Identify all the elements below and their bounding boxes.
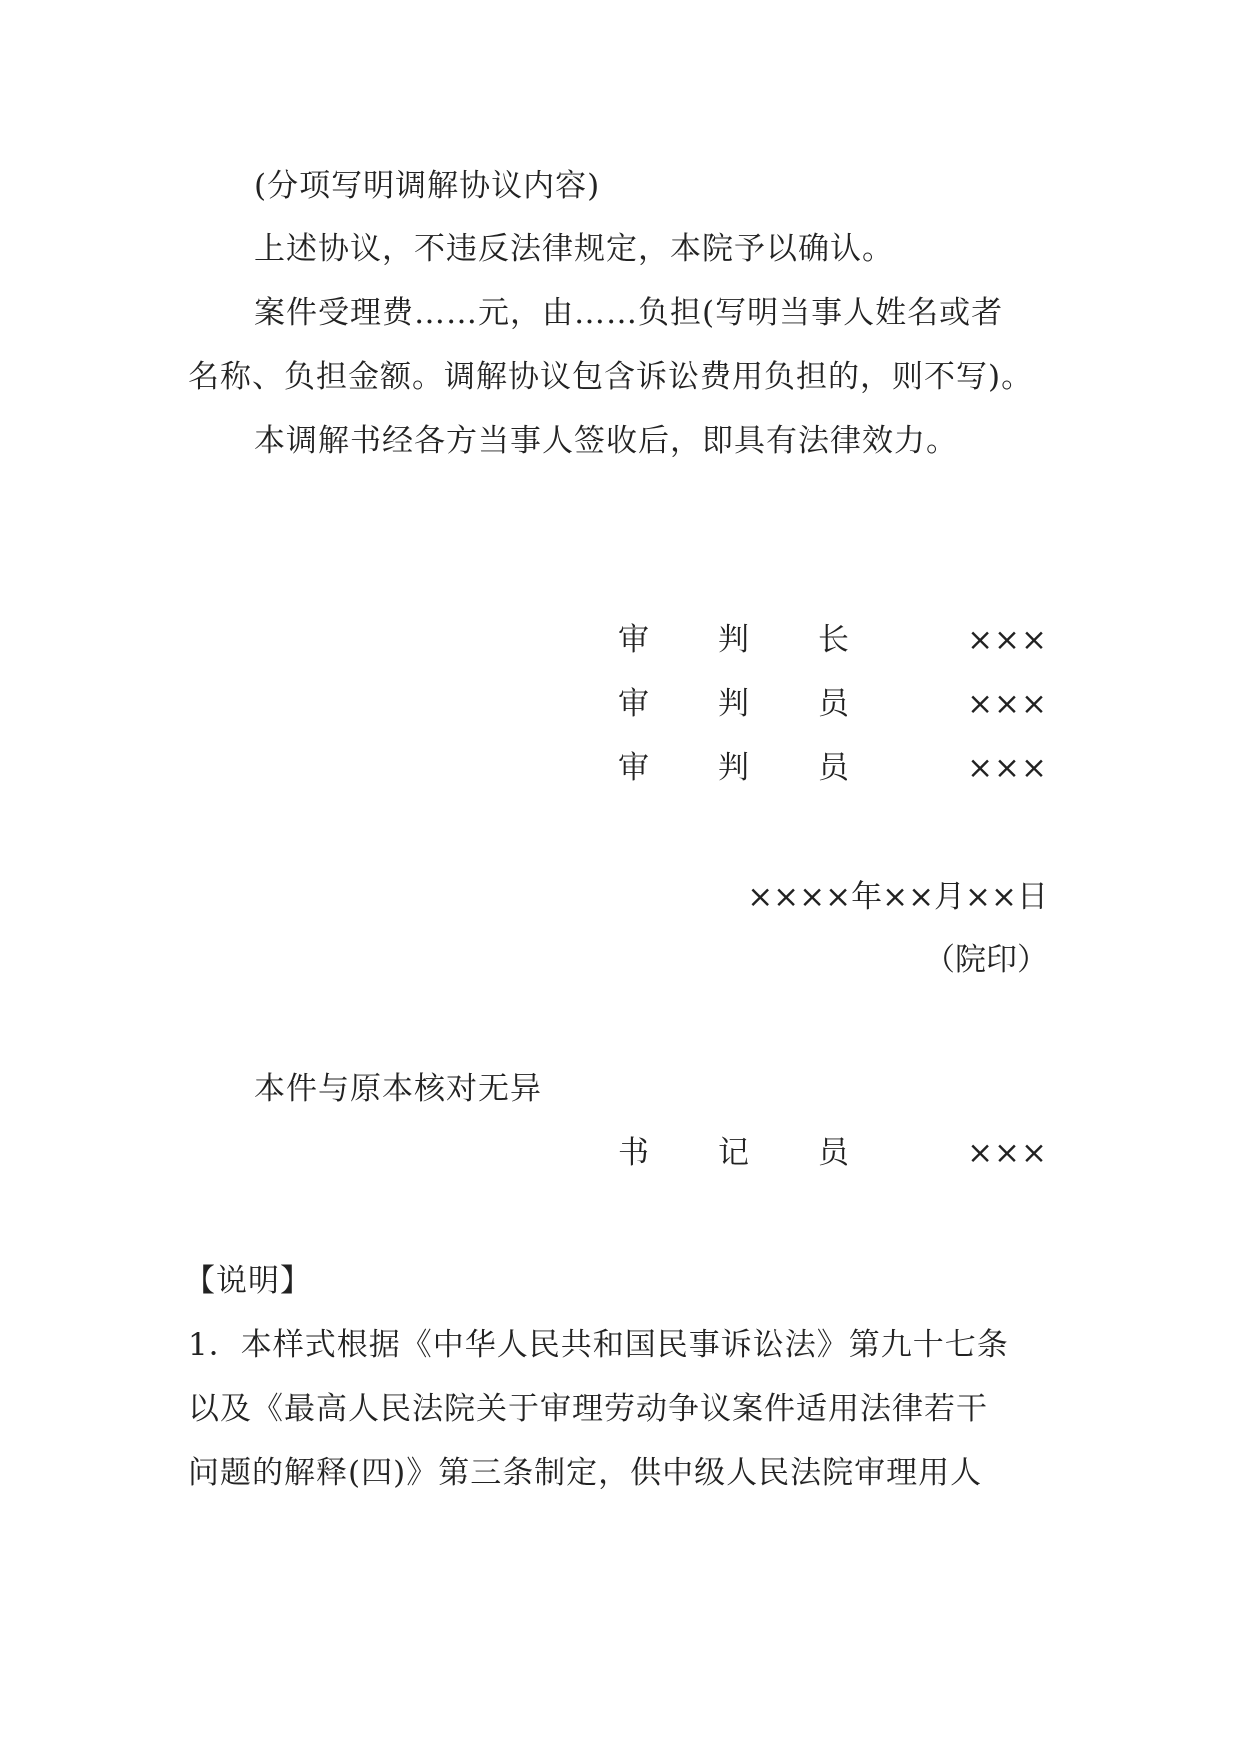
document-date: ××××年××月××日 [747,879,1048,915]
body-paragraph-3-line-2: 名称、负担金额。调解协议包含诉讼费用负担的，则不写)。 [188,359,1034,395]
signature-name: ××× [967,750,1048,786]
signature-title-char: 审 [618,686,649,722]
notes-line-2: 以及《最高人民法院关于审理劳动争议案件适用法律若干 [188,1391,988,1427]
signature-title-char: 书 [618,1135,649,1171]
notes-line-1: 1．本样式根据《中华人民共和国民事诉讼法》第九十七条 [188,1327,1009,1363]
signature-title-char: 员 [818,1135,849,1171]
signature-title-char: 判 [718,750,749,786]
signature-title-char: 员 [818,686,849,722]
signature-name: ××× [967,1135,1048,1171]
body-paragraph-3-line-1: 案件受理费……元，由……负担(写明当事人姓名或者 [254,295,1004,331]
signature-title-char: 判 [718,622,749,658]
signature-clerk [618,1133,1048,1173]
signature-title-char: 长 [818,622,849,658]
signature-name: ××× [967,686,1048,722]
notes-line-3: 问题的解释(四)》第三条制定，供中级人民法院审理用人 [188,1455,983,1491]
signature-name: ××× [967,622,1048,658]
signature-title-char: 审 [618,750,649,786]
body-paragraph-4: 本调解书经各方当事人签收后，即具有法律效力。 [254,423,958,459]
court-seal-note: （院印） [924,942,1048,978]
body-paragraph-2: 上述协议，不违反法律规定，本院予以确认。 [254,231,894,267]
signature-title-char: 员 [818,750,849,786]
signature-judge-2 [618,748,1048,788]
verification-statement: 本件与原本核对无异 [254,1071,542,1107]
body-paragraph-1: (分项写明调解协议内容) [254,168,601,204]
notes-heading: 【说明】 [184,1263,312,1299]
signature-title-char: 判 [718,686,749,722]
signature-chief-judge [618,620,1048,660]
signature-title-char: 审 [618,622,649,658]
signature-judge-1 [618,684,1048,724]
signature-title-char: 记 [718,1135,749,1171]
